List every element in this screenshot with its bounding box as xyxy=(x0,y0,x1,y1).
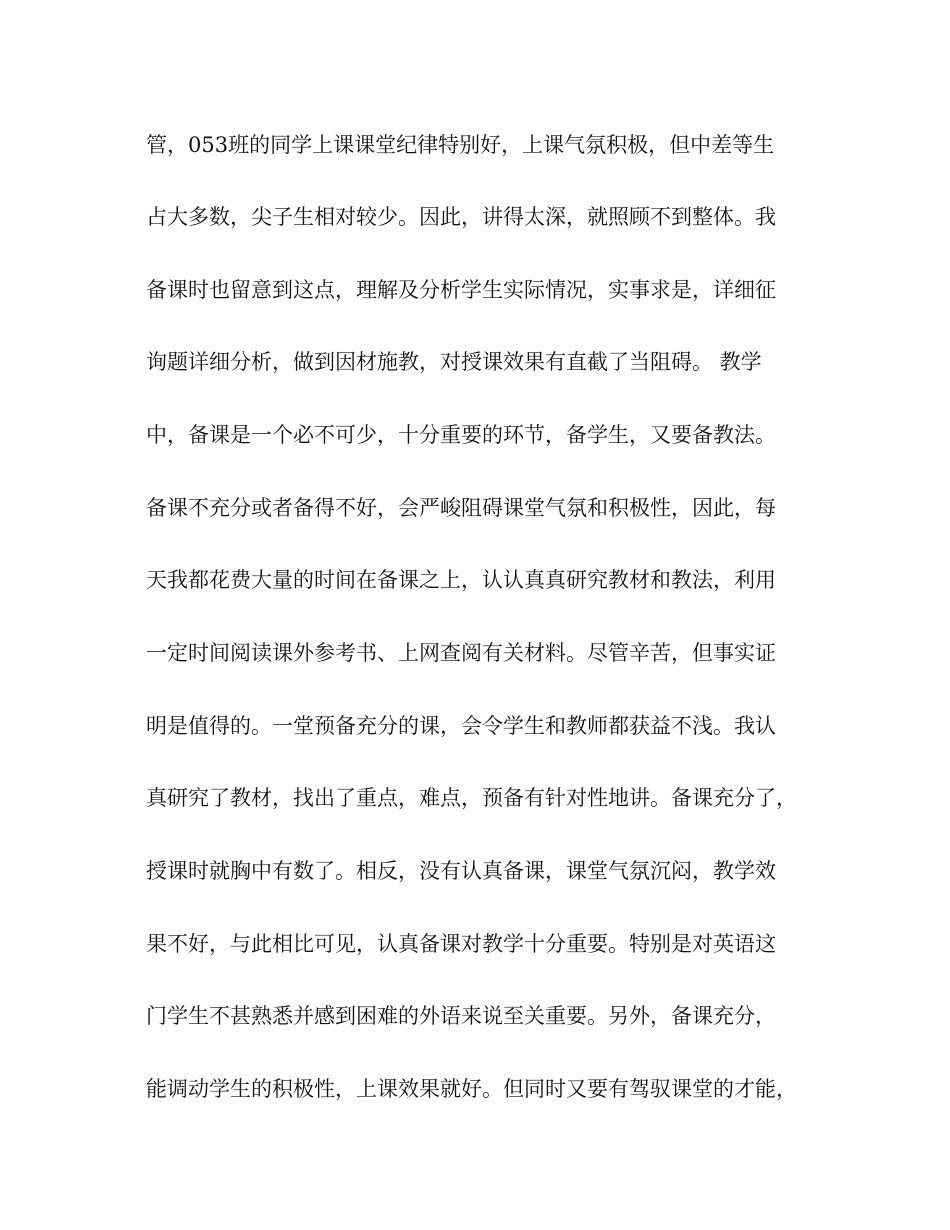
body-text-line: 管，053班的同学上课课堂纪律特别好，上课气氛积极，但中差等生 xyxy=(146,133,775,157)
body-text-line: 一定时间阅读课外参考书、上网查阅有关材料。尽管辛苦，但事实证 xyxy=(146,641,776,665)
body-text-line: 询题详细分析，做到因材施教，对授课效果有直截了当阻碍。 教学 xyxy=(146,350,762,374)
body-text-line: 天我都花费大量的时间在备课之上，认认真真研究教材和教法，利用 xyxy=(146,568,776,592)
body-text-line: 备课时也留意到这点，理解及分析学生实际情况，实事求是，详细征 xyxy=(146,278,776,302)
body-text-line: 中，备课是一个必不可少，十分重要的环节，备学生，又要备教法。 xyxy=(146,423,776,447)
body-text-line: 占大多数，尖子生相对较少。因此，讲得太深，就照顾不到整体。我 xyxy=(146,205,776,229)
body-text-line: 果不好，与此相比可见，认真备课对教学十分重要。特别是对英语这 xyxy=(146,932,776,956)
body-text-line: 明是值得的。一堂预备充分的课，会令学生和教师都获益不浅。我认 xyxy=(146,714,776,738)
body-text-line: 门学生不甚熟悉并感到困难的外语来说至关重要。另外，备课充分， xyxy=(146,1004,776,1028)
body-text-line: 授课时就胸中有数了。相反，没有认真备课，课堂气氛沉闷，教学效 xyxy=(146,859,776,883)
body-text-line: 真研究了教材，找出了重点，难点，预备有针对性地讲。备课充分了， xyxy=(146,786,797,810)
body-text-line: 能调动学生的积极性，上课效果就好。但同时又要有驾驭课堂的才能， xyxy=(146,1077,797,1101)
body-text-line: 备课不充分或者备得不好，会严峻阻碍课堂气氛和积极性，因此，每 xyxy=(146,496,776,520)
